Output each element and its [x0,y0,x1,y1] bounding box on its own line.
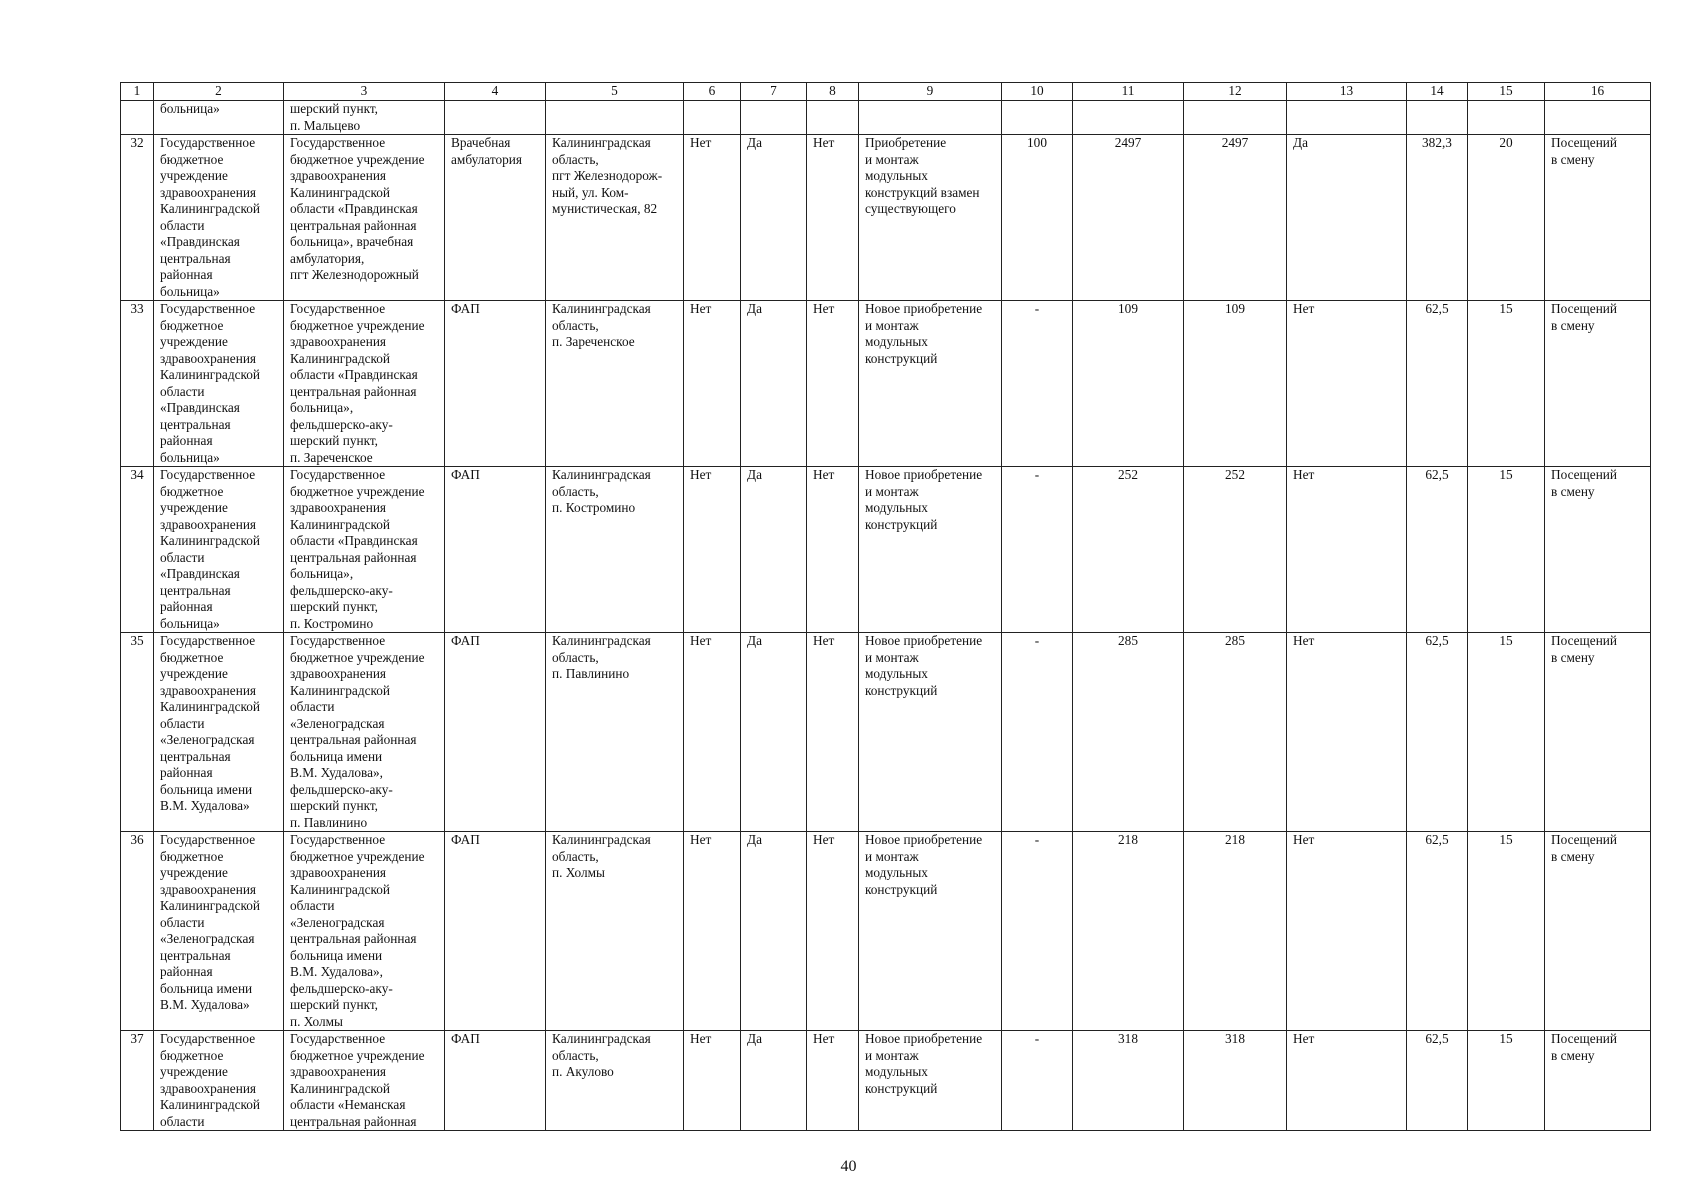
type-cell: ФАП [445,832,546,1031]
subdivision-cell: Государственное бюджетное учреждение здравоохранения Калининградской области «Правдинская центральная районная больница», фельдшерско-аку- шерский пункт, п. Зареченское [284,301,445,467]
row-number: 33 [121,301,154,467]
institution-cell: Государственное бюджетное учреждение здравоохранения Калининградской области «Зеленоградская центральная районная больница имени В.М. Худалова» [154,832,284,1031]
col-header: 12 [1184,83,1287,101]
type-cell: ФАП [445,633,546,832]
cell-col10: - [1002,301,1073,467]
institution-cell: Государственное бюджетное учреждение здравоохранения Калининградской области «Зеленоградская центральная районная больница имени В.М. Худалова» [154,633,284,832]
address-cell: Калининградская область, п. Зареченское [546,301,684,467]
cell-col8: Нет [807,832,859,1031]
cell-col10 [1002,101,1073,135]
institution-cell: больница» [154,101,284,135]
cell-col15: 20 [1468,135,1545,301]
address-cell: Калининградская область, пгт Железнодорож- ный, ул. Ком- мунистическая, 82 [546,135,684,301]
unit-cell: Посещений в смену [1545,301,1651,467]
subdivision-cell: Государственное бюджетное учреждение здравоохранения Калининградской области «Зеленоградская центральная районная больница имени В.М. Худалова», фельдшерско-аку- шерский пункт, п. Холмы [284,832,445,1031]
cell-col7: Да [741,135,807,301]
cell-col15: 15 [1468,633,1545,832]
subdivision-cell: Государственное бюджетное учреждение здравоохранения Калининградской области «Правдинская центральная районная больница», фельдшерско-аку- шерский пункт, п. Костромино [284,467,445,633]
cell-col13: Нет [1287,467,1407,633]
cell-col6: Нет [684,301,741,467]
cell-col7: Да [741,1031,807,1131]
col-header: 1 [121,83,154,101]
institution-cell: Государственное бюджетное учреждение здравоохранения Калининградской области «Правдинская центральная районная больница» [154,467,284,633]
type-cell [445,101,546,135]
cell-col8: Нет [807,1031,859,1131]
institution-cell: Государственное бюджетное учреждение здравоохранения Калининградской области «Правдинская центральная районная больница» [154,135,284,301]
col-header: 4 [445,83,546,101]
cell-col8: Нет [807,135,859,301]
cell-col11: 109 [1073,301,1184,467]
cell-col14: 62,5 [1407,633,1468,832]
cell-col14: 382,3 [1407,135,1468,301]
table-row [121,1031,1651,1131]
subdivision-cell: Государственное бюджетное учреждение здравоохранения Калининградской области «Зеленоградская центральная районная больница имени В.М. Худалова», фельдшерско-аку- шерский пункт, п. Павлинино [284,633,445,832]
cell-col6 [684,101,741,135]
action-cell [859,101,1002,135]
address-cell: Калининградская область, п. Павлинино [546,633,684,832]
cell-col15: 15 [1468,832,1545,1031]
cell-col10: - [1002,633,1073,832]
col-header: 16 [1545,83,1651,101]
cell-col6: Нет [684,633,741,832]
cell-col8 [807,101,859,135]
cell-col11: 252 [1073,467,1184,633]
table-row [121,101,1651,135]
cell-col12: 318 [1184,1031,1287,1131]
table-row [121,301,1651,467]
cell-col14: 62,5 [1407,1031,1468,1131]
subdivision-cell: шерский пункт, п. Мальцево [284,101,445,135]
cell-col15: 15 [1468,301,1545,467]
table-row [121,633,1651,832]
cell-col13: Да [1287,135,1407,301]
action-cell: Новое приобретение и монтаж модульных конструкций [859,467,1002,633]
address-cell [546,101,684,135]
unit-cell: Посещений в смену [1545,633,1651,832]
unit-cell: Посещений в смену [1545,832,1651,1031]
subdivision-cell: Государственное бюджетное учреждение здравоохранения Калининградской области «Правдинская центральная районная больница», врачебная амбулатория, пгт Железнодорожный [284,135,445,301]
cell-col13: Нет [1287,1031,1407,1131]
cell-col10: - [1002,832,1073,1031]
cell-col8: Нет [807,467,859,633]
cell-col7: Да [741,467,807,633]
address-cell: Калининградская область, п. Акулово [546,1031,684,1131]
cell-col14: 62,5 [1407,832,1468,1031]
subdivision-cell: Государственное бюджетное учреждение здравоохранения Калининградской области «Неманская центральная районная [284,1031,445,1131]
cell-col7: Да [741,301,807,467]
cell-col13 [1287,101,1407,135]
row-number: 34 [121,467,154,633]
cell-col15 [1468,101,1545,135]
row-number: 37 [121,1031,154,1131]
table-row [121,832,1651,1031]
cell-col12: 218 [1184,832,1287,1031]
row-number: 32 [121,135,154,301]
unit-cell: Посещений в смену [1545,1031,1651,1131]
cell-col10: 100 [1002,135,1073,301]
type-cell: ФАП [445,467,546,633]
page-number: 40 [840,1158,857,1175]
unit-cell [1545,101,1651,135]
cell-col7 [741,101,807,135]
cell-col12: 252 [1184,467,1287,633]
col-header: 15 [1468,83,1545,101]
cell-col11: 285 [1073,633,1184,832]
col-header: 9 [859,83,1002,101]
address-cell: Калининградская область, п. Холмы [546,832,684,1031]
column-number-row [121,83,1651,101]
type-cell: ФАП [445,1031,546,1131]
col-header: 13 [1287,83,1407,101]
address-cell: Калининградская область, п. Костромино [546,467,684,633]
cell-col13: Нет [1287,301,1407,467]
cell-col6: Нет [684,467,741,633]
col-header: 14 [1407,83,1468,101]
type-cell: ФАП [445,301,546,467]
col-header: 5 [546,83,684,101]
cell-col12: 109 [1184,301,1287,467]
cell-col7: Да [741,633,807,832]
cell-col13: Нет [1287,832,1407,1031]
type-cell: Врачебная амбулатория [445,135,546,301]
cell-col11: 2497 [1073,135,1184,301]
cell-col15: 15 [1468,467,1545,633]
cell-col15: 15 [1468,1031,1545,1131]
cell-col8: Нет [807,633,859,832]
cell-col11: 318 [1073,1031,1184,1131]
institution-cell: Государственное бюджетное учреждение здравоохранения Калининградской области «Правдинская центральная районная больница» [154,301,284,467]
cell-col12: 285 [1184,633,1287,832]
data-table [120,82,1651,1131]
cell-col6: Нет [684,1031,741,1131]
cell-col14: 62,5 [1407,301,1468,467]
cell-col14: 62,5 [1407,467,1468,633]
cell-col6: Нет [684,832,741,1031]
cell-col10: - [1002,467,1073,633]
cell-col12 [1184,101,1287,135]
unit-cell: Посещений в смену [1545,135,1651,301]
col-header: 6 [684,83,741,101]
row-number: 35 [121,633,154,832]
cell-col10: - [1002,1031,1073,1131]
unit-cell: Посещений в смену [1545,467,1651,633]
cell-col8: Нет [807,301,859,467]
col-header: 7 [741,83,807,101]
cell-col7: Да [741,832,807,1031]
action-cell: Новое приобретение и монтаж модульных конструкций [859,832,1002,1031]
action-cell: Приобретение и монтаж модульных конструкций взамен существующего [859,135,1002,301]
cell-col13: Нет [1287,633,1407,832]
cell-col11: 218 [1073,832,1184,1031]
row-number [121,101,154,135]
col-header: 3 [284,83,445,101]
cell-col14 [1407,101,1468,135]
institution-cell: Государственное бюджетное учреждение здравоохранения Калининградской области [154,1031,284,1131]
col-header: 10 [1002,83,1073,101]
table-row [121,135,1651,301]
row-number: 36 [121,832,154,1031]
col-header: 2 [154,83,284,101]
cell-col11 [1073,101,1184,135]
col-header: 8 [807,83,859,101]
action-cell: Новое приобретение и монтаж модульных конструкций [859,633,1002,832]
table-row [121,467,1651,633]
cell-col12: 2497 [1184,135,1287,301]
action-cell: Новое приобретение и монтаж модульных конструкций [859,301,1002,467]
col-header: 11 [1073,83,1184,101]
action-cell: Новое приобретение и монтаж модульных конструкций [859,1031,1002,1131]
cell-col6: Нет [684,135,741,301]
